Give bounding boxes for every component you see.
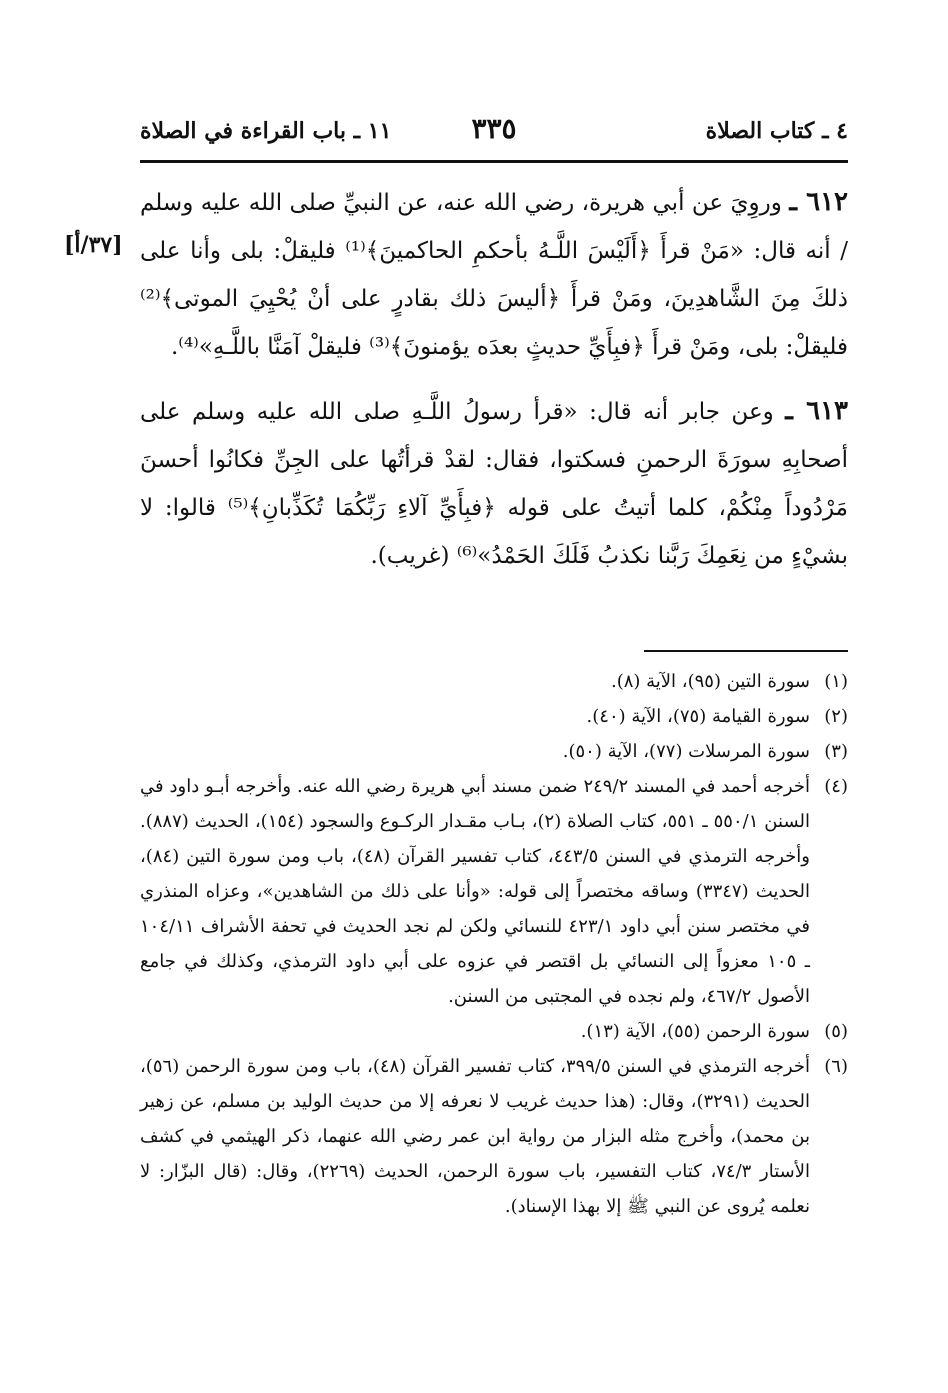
hadith-612 xyxy=(140,178,848,371)
footnote-number: (٣) xyxy=(824,741,848,762)
footnote-number: (١) xyxy=(824,671,848,692)
footnote-number: (٥) xyxy=(824,1021,848,1042)
running-header xyxy=(140,112,848,154)
header-rule xyxy=(140,160,848,163)
hadith-number: ٦١٢ ـ xyxy=(789,187,849,217)
footnotes xyxy=(140,664,848,1224)
hadith-text: وعن جابر أنه قال: «قرأ رسولُ اللَّـهِ صلى الله عليه وسلم على أصحابِهِ سورَةَ الرحمنِ فسكتوا، فقال: لقدْ قرأتُها على الجِنِّ فكانُوا أحسنَ مَرْدُوداً مِنْكُمْ، كلما أتيتُ على قوله ﴿فبِأَيِّ آلاءِ رَبِّكُمَا تُكَذِّبانِ﴾⁽⁵⁾ قالوا: لا بشيْءٍ من نِعَمِكَ رَبَّنا نكذبُ فَلَكَ الحَمْدُ»⁽⁶⁾ (غريب). xyxy=(140,399,848,569)
footnote-number: (٦) xyxy=(824,1056,848,1077)
hadith-613 xyxy=(140,387,848,580)
footnote-text: سورة المرسلات (٧٧)، الآية (٥٠). xyxy=(562,741,810,762)
footnote xyxy=(140,734,848,769)
margin-folio-note: [٣٧/أ] xyxy=(64,232,123,258)
page-header-area xyxy=(140,112,848,154)
footnote xyxy=(140,664,848,699)
footnote-number: (٤) xyxy=(824,776,848,797)
header-book-title: ٤ ـ كتاب الصلاة xyxy=(705,118,848,144)
page-number: ٣٣٥ xyxy=(471,112,517,145)
footnote-text: أخرجه أحمد في المسند ٢٤٩/٢ ضمن مسند أبي هريرة رضي الله عنه. وأخرجه أبـو داود في السنن ٥٥٠/١ ـ ٥٥١، كتاب الصلاة (٢)، بـاب مقـدار الركـوع والسجود (١٥٤)، الحديث (٨٨٧). وأخرجه الترمذي في السنن ٤٤٣/٥، كتاب تفسير القرآن (٤٨)، باب ومن سورة التين (٨٤)، الحديث (٣٣٤٧) وساقه مختصراً إلى قوله: «وأنا على ذلك من الشاهدين»، وعزاه المنذري في مختصر سنن أبي داود ٤٢٣/١ للنسائي ولكن لم نجد الحديث في تحفة الأشراف ١٠٤/١١ ـ ١٠٥ معزواً إلى النسائي بل اقتصر في عزوه على أبي داود الترمذي، وكذلك في جامع الأصول ٤٦٧/٢، ولم نجده في المجتبى من السنن. xyxy=(140,776,810,1007)
footnote-text: سورة القيامة (٧٥)، الآية (٤٠). xyxy=(586,706,810,727)
footnote xyxy=(140,1049,848,1224)
header-chapter-title: ١١ ـ باب القراءة في الصلاة xyxy=(140,118,392,144)
footnote xyxy=(140,769,848,1014)
footnote xyxy=(140,1014,848,1049)
footnote-divider xyxy=(644,650,848,652)
hadith-number: ٦١٣ ـ xyxy=(785,396,849,426)
footnote-text: سورة التين (٩٥)، الآية (٨). xyxy=(610,671,810,692)
footnote-number: (٢) xyxy=(824,706,848,727)
footnote-text: سورة الرحمن (٥٥)، الآية (١٣). xyxy=(580,1021,810,1042)
footnote-text: أخرجه الترمذي في السنن ٣٩٩/٥، كتاب تفسير القرآن (٤٨)، باب ومن سورة الرحمن (٥٦)، الحديث (٣٢٩١)، وقال: (هذا حديث غريب لا نعرفه إلا من حديث الوليد بن مسلم، عن زهير بن محمد)، وأخرج مثله البزار من رواية ابن عمر رضي الله عنهما، ذكر الهيثمي في كشف الأستار ٧٤/٣، كتاب التفسير، باب سورة الرحمن، الحديث (٢٢٦٩)، وقال: (قال البزّار: لا نعلمه يُروى عن النبي ﷺ إلا بهذا الإسناد). xyxy=(140,1056,810,1217)
footnote xyxy=(140,699,848,734)
main-text xyxy=(140,178,848,596)
hadith-text: وروِيَ عن أبي هريرة، رضي الله عنه، عن النبيِّ صلى الله عليه وسلم / أنه قال: «مَنْ قرأَ ﴿أَلَيْسَ اللَّـهُ بأحكمِ الحاكمينَ﴾⁽¹⁾ فليقلْ: بلى وأنا على ذلكَ مِنَ الشَّاهدِينَ، ومَنْ قرأَ ﴿أليسَ ذلك بقادرٍ على أنْ يُحْيِيَ الموتى﴾⁽²⁾ فليقلْ: بلى، ومَنْ قرأَ ﴿فبِأَيِّ حديثٍ بعدَه يؤمنونَ﴾⁽³⁾ فليقلْ آمَنَّا باللَّـهِ»⁽⁴⁾. xyxy=(140,190,848,360)
